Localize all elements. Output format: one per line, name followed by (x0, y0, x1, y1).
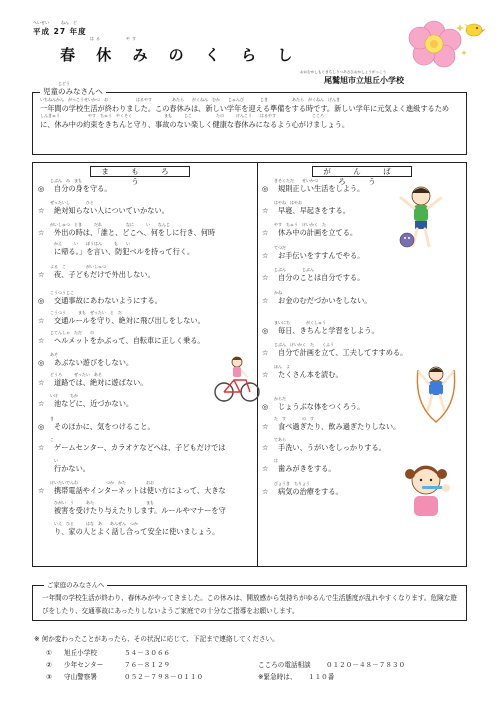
contact-row (46, 659, 170, 669)
contact-name: 守山警察署 (64, 673, 97, 681)
bird-icon (464, 24, 486, 36)
item-text: に帰る。」を言い、防犯ベルを持って行く。 (54, 247, 195, 256)
item-text: 外出の時は、「誰と、どこへ、何をしに行き、何時 (54, 228, 216, 237)
item-marker: ◎ (262, 402, 269, 411)
list-item (262, 200, 350, 216)
item-text: 交通事故にあわないようにする。 (54, 296, 162, 305)
item-text: あぶない遊びをしない。 (54, 358, 134, 367)
item-marker: ☆ (262, 487, 269, 496)
contact-marker: ① (46, 649, 52, 657)
item-marker: ☆ (262, 464, 269, 473)
contact-name: 旭丘小学校 (64, 649, 97, 657)
item-marker: ◎ (38, 358, 45, 367)
contact-right-name: ※緊急時は、 (258, 673, 297, 681)
item-text: ゲームセンター、カラオケなどへは、子どもだけでは (54, 443, 226, 452)
list-item (54, 241, 195, 257)
flower-bird-illustration (394, 14, 489, 74)
school-furigana: おおむかしもとまちしりつあさひおかしょうがっこう (300, 70, 387, 74)
list-item (262, 245, 365, 261)
item-furigana: きそくただ せいかつ (274, 178, 318, 183)
children-message: 一年間の学校生活が終わりました。この春休みは、新しい学年を迎える準備をする時です。新しい学年に元気よく進級するために、休み中の約束をきちんと守り、事故のない楽しく健康な春休みになるよう心がけましょう。 (40, 104, 450, 129)
list-item (38, 222, 216, 238)
item-text: 歯みがきをする。 (278, 464, 336, 473)
list-item (54, 500, 226, 516)
item-text: 毎日、きちんと学習をしよう。 (278, 326, 379, 335)
item-marker: ☆ (262, 348, 269, 357)
item-text: 道路では、絶対に遊ばない。 (54, 378, 148, 387)
child-jump-rope-illustration (412, 360, 460, 426)
family-message: 一年間の学校生活が終わり、春休みがやってきました。この休みは、開放感から気持ちがゆるんで生活態度が乱れやすくなります。危険な遊びをしたり、交通事故にあったりしないようご家庭での十分なご指導をお願いします。 (42, 594, 457, 615)
item-furigana: い (54, 458, 58, 463)
children-furigana-line2: しんきゅう やす ちゅう やくそく まも じこ たの けんこう はるやす こころ (40, 113, 324, 118)
family-label: ご家庭のみなさんへ (44, 580, 107, 589)
item-text: そのほかに、気をつけること。 (54, 422, 155, 431)
item-text: 早寝、早起きをする。 (278, 206, 350, 215)
item-marker: ◎ (38, 296, 45, 305)
item-text: 携帯電話やインターネットは使い方によって、大きな (54, 486, 226, 495)
item-text: 行かない。 (54, 464, 90, 473)
girl-brushing-teeth-illustration (402, 458, 458, 520)
contact-marker: ③ (46, 673, 52, 681)
item-marker: ☆ (38, 228, 45, 237)
item-text: お金のむだづかいをしない。 (278, 296, 372, 305)
item-marker: ☆ (262, 228, 269, 237)
list-item (38, 200, 169, 216)
item-furigana: あそ (50, 352, 58, 357)
item-text: 規則正しい生活をしよう。 (278, 184, 365, 193)
children-furigana-line1: いちねんかん がっこうせいかつ お はるやす あたら がくねん むか じゅんび じき あたら がくねん げんき (40, 97, 340, 102)
item-furigana: やす ちゅう けいかく た (274, 222, 326, 227)
item-marker: ☆ (262, 370, 269, 379)
item-marker: ☆ (38, 486, 45, 495)
item-furigana: まいにち がくしゅう (274, 320, 326, 325)
year-furigana: へいせい ねん ど (33, 20, 77, 25)
list-item (262, 396, 365, 412)
contact-number: ０５２－７９８－０１１０ (124, 673, 204, 681)
item-marker: ☆ (262, 296, 269, 305)
contact-right-name: こころの電話相談 (258, 661, 311, 669)
item-marker: ◎ (262, 326, 269, 335)
item-text: 交通ルールを守り、絶対に飛び出しをしない。 (54, 316, 205, 325)
list-item (38, 372, 148, 388)
list-item (262, 437, 386, 453)
item-marker: ☆ (38, 443, 45, 452)
item-marker: ☆ (38, 399, 45, 408)
list-item (262, 364, 343, 380)
item-marker: ☆ (262, 443, 269, 452)
item-furigana: てあら (274, 437, 286, 442)
contact-marker: ② (46, 661, 52, 669)
list-item (38, 393, 134, 409)
item-text: 手洗い、うがいをしっかりする。 (278, 443, 386, 452)
item-marker: ◎ (262, 184, 269, 193)
item-furigana: がいしゅつ とき だれ なに い なんじ (50, 222, 170, 227)
school-name: 尾鷲旭市立旭丘小学校 (324, 76, 404, 85)
item-furigana: よる こ がいしゅつ (50, 264, 106, 269)
item-text: 食べ過ぎたり、飲み過ぎたりしない。 (278, 422, 401, 431)
item-marker: ☆ (262, 206, 269, 215)
contact-name: 少年センター (64, 661, 104, 669)
item-marker: ☆ (38, 336, 45, 345)
item-furigana: ぜったいし ひと (50, 200, 94, 205)
list-item (38, 437, 226, 453)
contact-right-row (258, 659, 405, 669)
item-marker: ☆ (38, 316, 45, 325)
effort-heading: が ん ば ろ う (312, 166, 412, 177)
list-item (262, 416, 401, 432)
list-item (262, 267, 365, 283)
list-item (262, 290, 372, 306)
item-marker: ◎ (38, 184, 45, 193)
list-item (54, 458, 90, 474)
list-item (262, 342, 408, 358)
item-text: り、家の人とよく話し合って安全に使いましょう。 (54, 527, 220, 536)
item-furigana: じぶん じぶん (274, 267, 314, 272)
item-furigana: けいたいでんわ つか かた おお (50, 480, 154, 485)
contact-row (46, 671, 203, 681)
item-furigana: いけ ちか (50, 393, 78, 398)
item-furigana: き (50, 416, 54, 421)
item-text: 夜、子どもだけで外出しない。 (54, 270, 155, 279)
title-furigana: はる やす (90, 36, 138, 41)
item-furigana: はやね はやお (274, 200, 302, 205)
item-text: 自分の身を守る。 (54, 184, 112, 193)
list-item (38, 330, 205, 346)
item-furigana: ひがい う あた まも (54, 500, 154, 505)
contact-right-row (258, 671, 334, 681)
children-label: 児童のみなさんへ (40, 86, 106, 97)
list-item (38, 352, 134, 368)
item-marker: ☆ (38, 206, 45, 215)
item-furigana: いえ ひと はな あ あんぜん つか (54, 521, 138, 526)
item-text: ヘルメットをかぶって、自転車に正しく乗る。 (54, 336, 205, 345)
item-text: たくさん本を読む。 (278, 370, 343, 379)
item-text: 自分で計画を立て、工夫してすすめる。 (278, 348, 408, 357)
item-marker: ☆ (262, 422, 269, 431)
boy-exercise-illustration (395, 178, 447, 258)
contact-note: ※ 何か変わったことがあったら、その状況に応じて、下記まで連絡してください。 (34, 635, 279, 643)
item-furigana: びょうき ちりょう (274, 481, 310, 486)
item-text: 休み中の計画を立てる。 (278, 228, 358, 237)
item-furigana: からだ (274, 396, 286, 401)
item-text: 病気の治療をする。 (278, 487, 343, 496)
item-furigana: じぶん み まも (50, 178, 82, 183)
item-text: 池などに、近づかない。 (54, 399, 134, 408)
girl-bicycle-illustration (212, 354, 262, 404)
item-furigana: た す の す (274, 416, 314, 421)
list-item (54, 521, 220, 537)
item-furigana: じぶん けいかく た くふう (274, 342, 334, 347)
page-title: 春 休 み の く ら し (60, 46, 301, 64)
item-marker: ◎ (38, 422, 45, 431)
list-item (38, 416, 155, 432)
flower-icon (409, 21, 461, 67)
item-marker: ☆ (38, 378, 45, 387)
list-item (262, 320, 379, 336)
item-text: 絶対知らない人についていかない。 (54, 206, 169, 215)
contact-right-number: １１０番 (308, 673, 335, 681)
item-furigana: は (274, 458, 278, 463)
item-marker: ☆ (38, 270, 45, 279)
contact-right-number: ０１２０－４８－７８３０ (326, 661, 406, 669)
protect-heading: ま も ろ う (90, 166, 190, 177)
list-item (38, 310, 205, 326)
list-item (262, 481, 343, 497)
list-item (38, 178, 112, 194)
item-furigana: こ (50, 437, 54, 442)
item-furigana: こうつうじこ (50, 290, 74, 295)
school-year: 平成 27 年度 (33, 27, 87, 36)
item-furigana: こうつう まも ぜったい と だ (50, 310, 122, 315)
item-text: 自分のことは自分でする。 (278, 273, 365, 282)
item-text: お手伝いをすすんでやる。 (278, 251, 365, 260)
list-item (38, 480, 226, 496)
item-furigana: かえ い ぼうはん も い (54, 241, 130, 246)
item-furigana: どうろ ぜったい あそ (50, 372, 102, 377)
children-label-furigana: じどう (58, 81, 70, 86)
item-furigana: てつだ (274, 245, 286, 250)
item-text: じょうぶな体をつくろう。 (278, 402, 365, 411)
item-text: 被害を受けたり与えたりします。ルールやマナーを守 (54, 506, 226, 515)
contact-row (46, 647, 170, 657)
item-furigana: ほん よ (274, 364, 290, 369)
item-furigana: じてんしゃ ただ の (50, 330, 94, 335)
item-marker: ☆ (262, 251, 269, 260)
contact-number: ７６－８１２９ (124, 661, 171, 669)
item-marker: ☆ (262, 273, 269, 282)
list-item (38, 264, 155, 280)
contact-number: ５４－３０６６ (124, 649, 171, 657)
list-item (262, 178, 365, 194)
list-item (38, 290, 162, 306)
list-item (262, 222, 358, 238)
item-furigana: かね (274, 290, 282, 295)
list-item (262, 458, 336, 474)
